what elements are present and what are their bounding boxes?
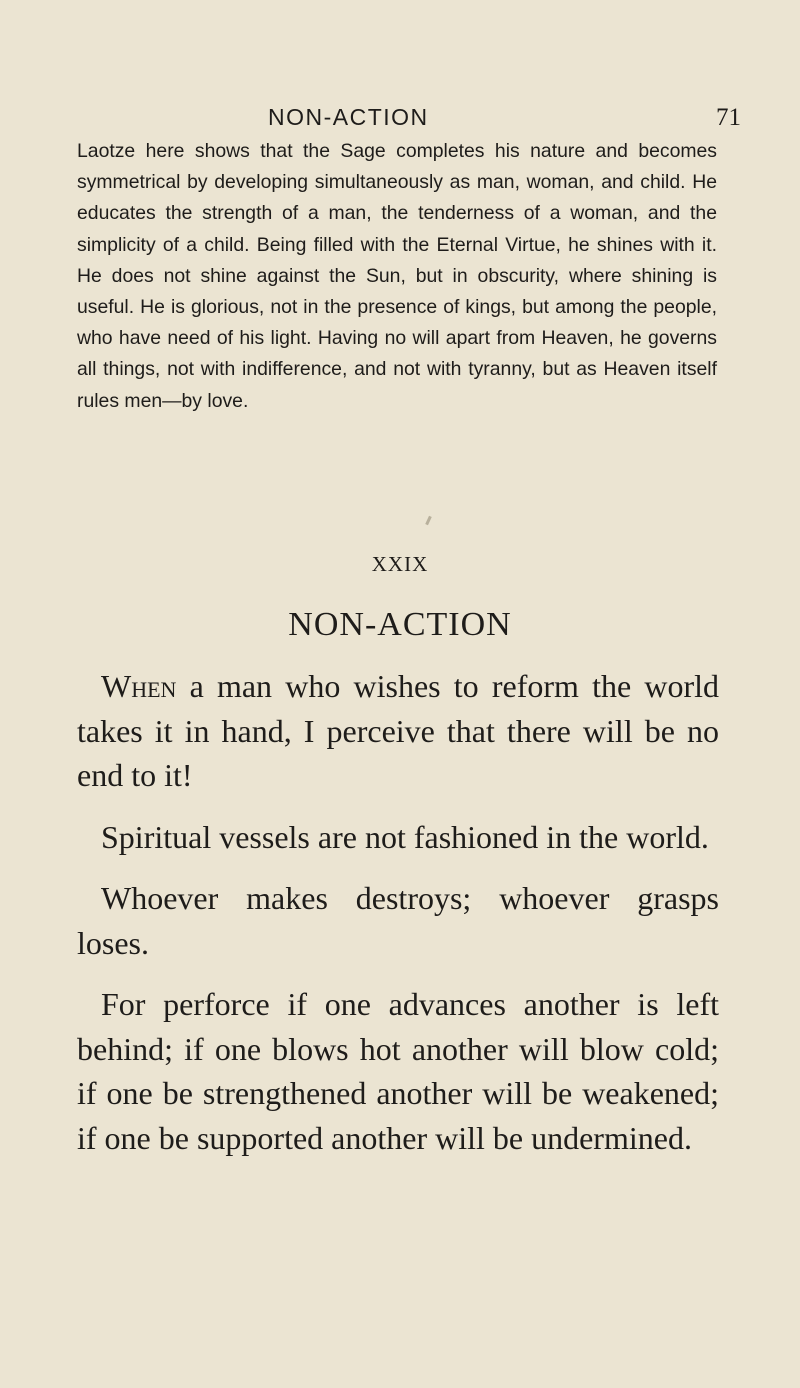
verse-text: Whoever makes destroys; whoever grasps loses. xyxy=(77,880,719,961)
chapter-number: XXIX xyxy=(371,552,429,576)
chapter-title: NON-ACTION xyxy=(288,606,512,643)
verse-2 xyxy=(77,815,719,860)
verse-text: a man who wishes to reform the world takes it in hand, I perceive that there will be no end to it! xyxy=(77,668,719,793)
verses xyxy=(77,664,719,1177)
page-number: 71 xyxy=(716,104,741,131)
verse-lead-word: When xyxy=(101,668,177,704)
verse-1 xyxy=(77,664,719,798)
print-speck xyxy=(425,516,432,525)
verse-4 xyxy=(77,982,719,1160)
verse-3 xyxy=(77,876,719,965)
running-title: NON-ACTION xyxy=(268,104,429,130)
verse-text: Spiritual vessels are not fashioned in the world. xyxy=(101,818,709,855)
verse-text: For perforce if one advances another is left behind; if one blows hot another will blow cold; if one be strengthened another will be weakened; if one be supported another will be undermined. xyxy=(77,986,719,1156)
running-header xyxy=(0,96,800,136)
commentary-paragraph: Laotze here shows that the Sage completes his nature and becomes symmetrical by developing simultaneously as man, woman, and child. He educates the strength of a man, the tenderness of a woman, and the simplicity of a child. Being filled with the Eternal Virtue, he shines with it. He does not shine against the Sun, but in obscurity, where shining is useful. He is glorious, not in the presence of kings, but among the people, who have need of his light. Having no will apart from Heaven, he governs all things, not with indifference, and not with tyranny, but as Heaven itself rules men—by love. xyxy=(77,140,717,412)
